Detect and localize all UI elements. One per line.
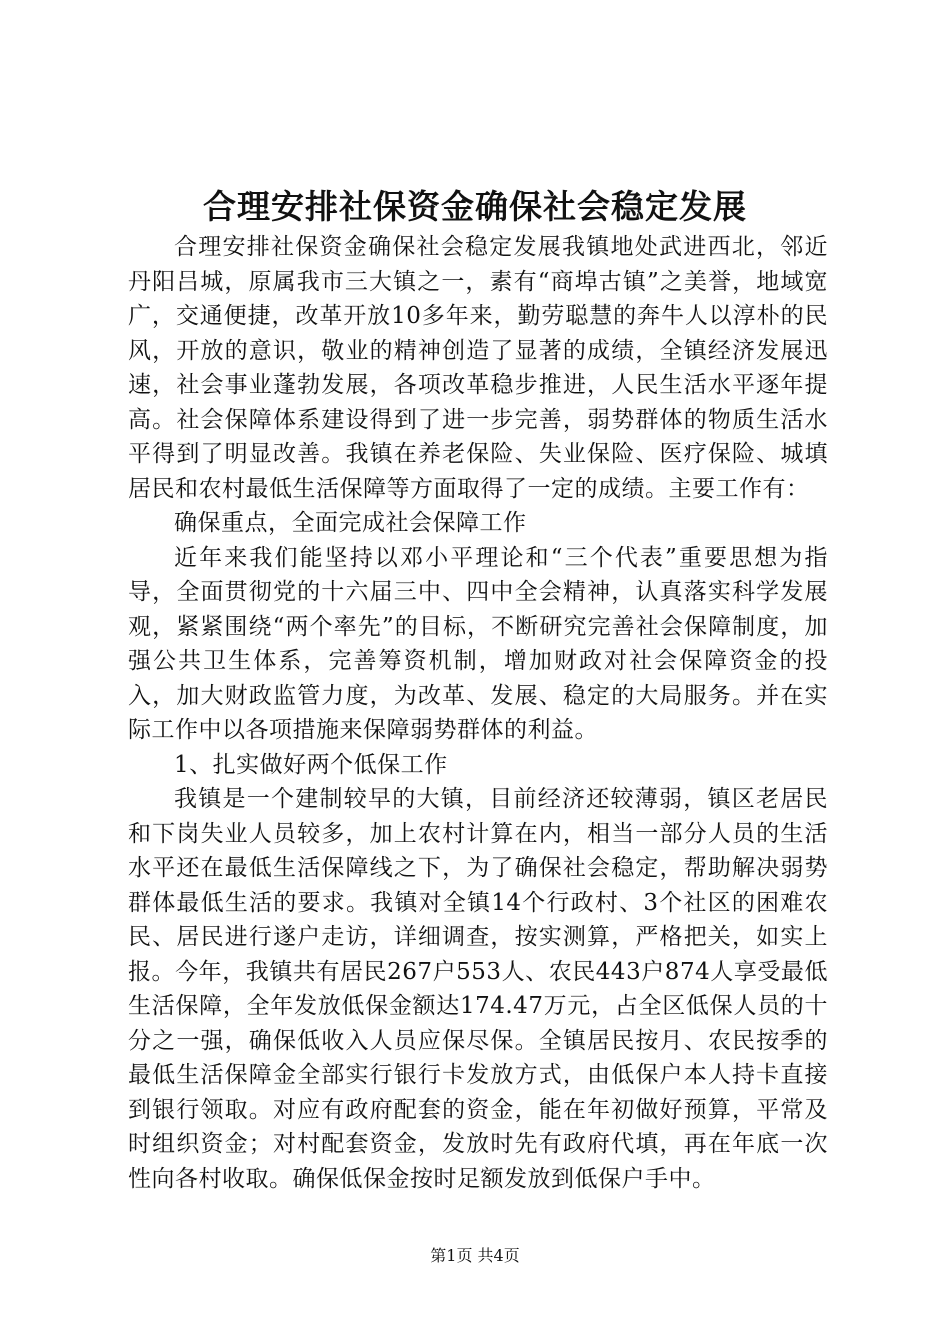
subsection-heading: 1、扎实做好两个低保工作 — [174, 751, 448, 778]
document-body — [128, 230, 828, 1196]
document-title: 合理安排社保资金确保社会稳定发展 — [203, 187, 747, 226]
section-heading: 确保重点，全面完成社会保障工作 — [174, 510, 527, 536]
paragraph-intro: 合理安排社保资金确保社会稳定发展我镇地处武进西北，邻近丹阳吕城，原属我市三大镇之一，素有“商埠古镇”之美誉，地域宽广，交通便捷，改革开放10多年来，勤劳聪慧的奔牛人以淳朴的民风，开放的意识，敬业的精神创造了显著的成绩，全镇经济发展迅速，社会事业蓬勃发展，各项改革稳步推进，人民生活水平逐年提高。社会保障体系建设得到了进一步完善，弱势群体的物质生活水平得到了明显改善。我镇在养老保险、失业保险、医疗保险、城填居民和农村最低生活保障等方面取得了一定的成绩。主要工作有： — [128, 234, 828, 502]
paragraph-guidance: 近年来我们能坚持以邓小平理论和“三个代表”重要思想为指导，全面贯彻党的十六届三中、四中全会精神，认真落实科学发展观，紧紧围绕“两个率先”的目标，不断研究完善社会保障制度，加强公共卫生体系，完善筹资机制，增加财政对社会保障资金的投入，加大财政监管力度，为改革、发展、稳定的大局服务。并在实际工作中以各项措施来保障弱势群体的利益。 — [128, 544, 828, 743]
page-number-footer: 第1页 共4页 — [430, 1246, 520, 1265]
paragraph-low-income: 我镇是一个建制较早的大镇，目前经济还较薄弱，镇区老居民和下岗失业人员较多，加上农村计算在内，相当一部分人员的生活水平还在最低生活保障线之下，为了确保社会稳定，帮助解决弱势群体最低生活的要求。我镇对全镇14个行政村、3个社区的困难农民、居民进行遂户走访，详细调查，按实测算，严格把关，如实上报。今年，我镇共有居民267户553人、农民443户874人享受最低生活保障，全年发放低保金额达174.47万元，占全区低保人员的十分之一强，确保低收入人员应保尽保。全镇居民按月、农民按季的最低生活保障金全部实行银行卡发放方式，由低保户本人持卡直接到银行领取。对应有政府配套的资金，能在年初做好预算，平常及时组织资金；对村配套资金，发放时先有政府代填，再在年底一次性向各村收取。确保低保金按时足额发放到低保户手中。 — [128, 786, 828, 1192]
